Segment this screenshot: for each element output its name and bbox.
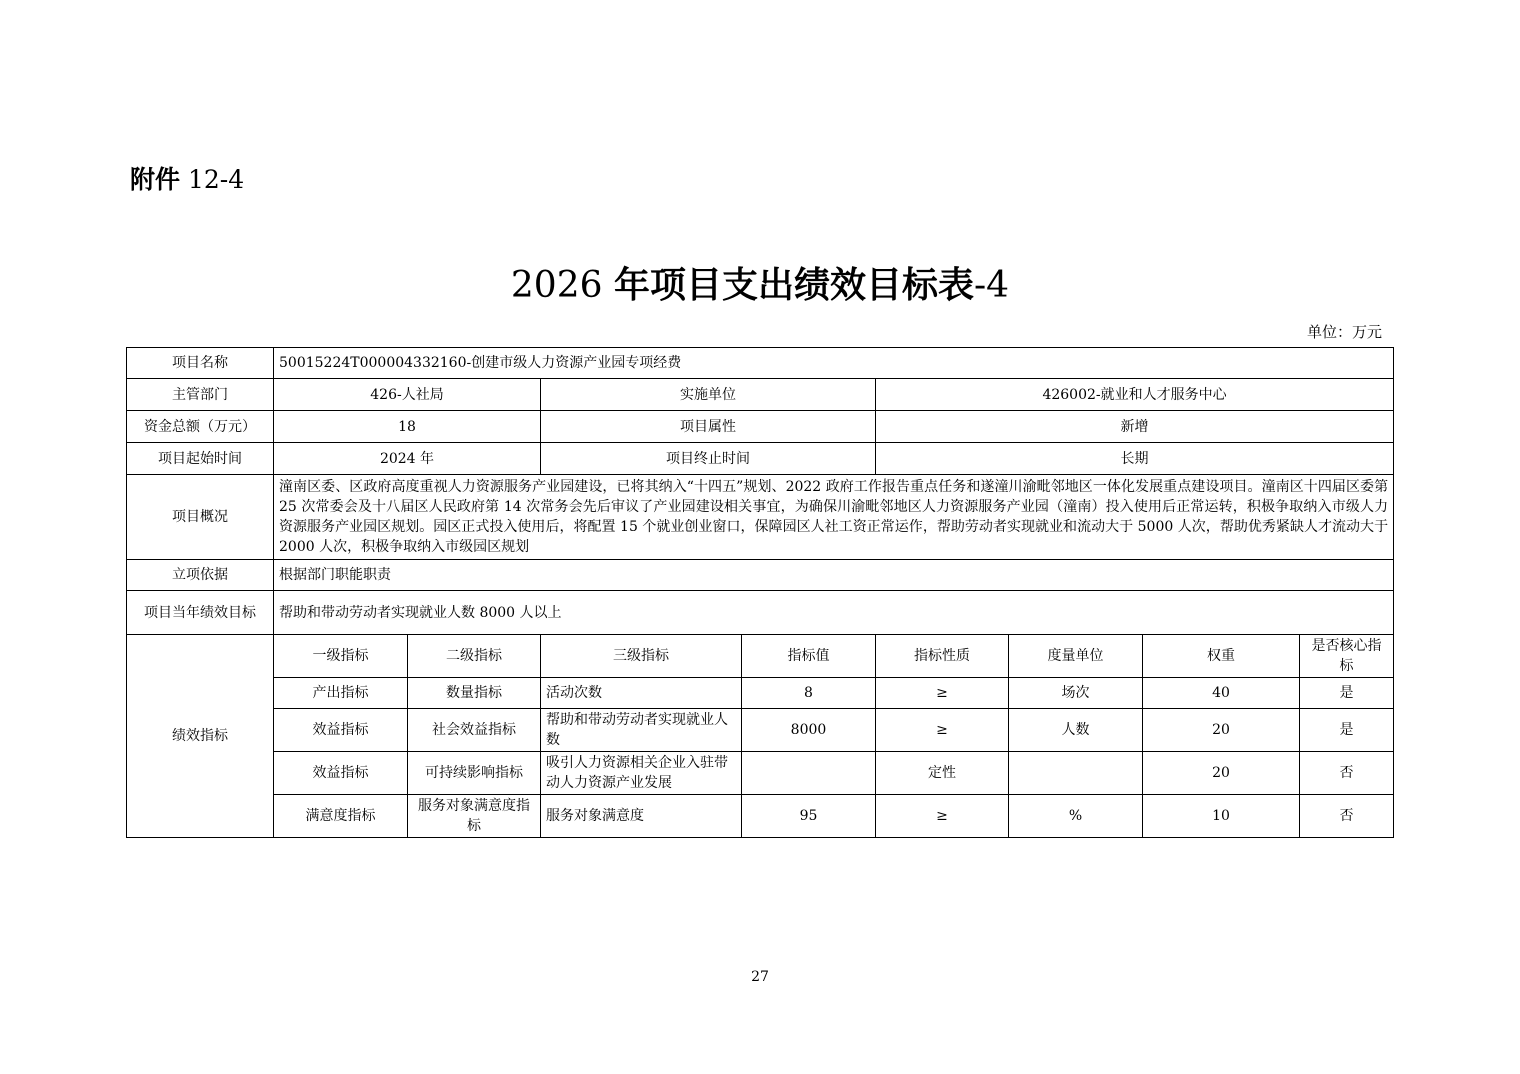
attachment-text: 附件 <box>130 165 181 194</box>
cell-unit <box>1009 752 1143 795</box>
cell-unit: 人数 <box>1009 709 1143 752</box>
table-row <box>127 709 1394 752</box>
goal-value: 帮助和带动劳动者实现就业人数 8000 人以上 <box>274 591 1394 635</box>
title-main: 年项目支出绩效目标表 <box>613 265 974 306</box>
cell-nature: 定性 <box>876 752 1009 795</box>
cell-core: 否 <box>1300 795 1394 838</box>
end-value: 长期 <box>876 443 1394 475</box>
header-core: 是否核心指标 <box>1300 635 1394 678</box>
attachment-label <box>130 163 244 197</box>
unit-label: 单位：万元 <box>1306 323 1382 341</box>
start-value: 2024 年 <box>274 443 541 475</box>
cell-level2: 可持续影响指标 <box>408 752 541 795</box>
cell-value: 8 <box>742 678 876 709</box>
indicators-label: 绩效指标 <box>127 635 274 838</box>
cell-nature: ≥ <box>876 709 1009 752</box>
end-label: 项目终止时间 <box>541 443 876 475</box>
cell-level1: 满意度指标 <box>274 795 408 838</box>
basis-value: 根据部门职能职责 <box>274 560 1394 591</box>
header-level3: 三级指标 <box>541 635 742 678</box>
cell-nature: ≥ <box>876 678 1009 709</box>
cell-nature: ≥ <box>876 795 1009 838</box>
cell-weight: 20 <box>1143 709 1300 752</box>
attachment-number: 12-4 <box>187 165 245 194</box>
cell-level3: 活动次数 <box>541 678 742 709</box>
cell-core: 否 <box>1300 752 1394 795</box>
fund-value: 18 <box>274 411 541 443</box>
table-row <box>127 795 1394 838</box>
header-unit: 度量单位 <box>1009 635 1143 678</box>
cell-weight: 40 <box>1143 678 1300 709</box>
start-label: 项目起始时间 <box>127 443 274 475</box>
cell-value <box>742 752 876 795</box>
impl-value: 426002-就业和人才服务中心 <box>876 379 1394 411</box>
project-name-label: 项目名称 <box>127 348 274 379</box>
cell-level2: 服务对象满意度指标 <box>408 795 541 838</box>
cell-level1: 产出指标 <box>274 678 408 709</box>
cell-level1: 效益指标 <box>274 709 408 752</box>
attr-label: 项目属性 <box>541 411 876 443</box>
cell-weight: 20 <box>1143 752 1300 795</box>
cell-level3: 吸引人力资源相关企业入驻带动人力资源产业发展 <box>541 752 742 795</box>
cell-core: 是 <box>1300 709 1394 752</box>
attr-value: 新增 <box>876 411 1394 443</box>
indicator-header-row <box>127 635 1394 678</box>
page-title <box>0 262 1520 310</box>
goal-label: 项目当年绩效目标 <box>127 591 274 635</box>
title-suffix: -4 <box>974 265 1010 306</box>
header-value: 指标值 <box>742 635 876 678</box>
cell-value: 8000 <box>742 709 876 752</box>
cell-unit: % <box>1009 795 1143 838</box>
header-weight: 权重 <box>1143 635 1300 678</box>
header-nature: 指标性质 <box>876 635 1009 678</box>
cell-core: 是 <box>1300 678 1394 709</box>
header-level2: 二级指标 <box>408 635 541 678</box>
table-row <box>127 678 1394 709</box>
cell-level1: 效益指标 <box>274 752 408 795</box>
dept-label: 主管部门 <box>127 379 274 411</box>
cell-level2: 社会效益指标 <box>408 709 541 752</box>
page-number: 27 <box>751 969 769 985</box>
cell-level3: 帮助和带动劳动者实现就业人数 <box>541 709 742 752</box>
cell-unit: 场次 <box>1009 678 1143 709</box>
impl-label: 实施单位 <box>541 379 876 411</box>
fund-label: 资金总额（万元） <box>127 411 274 443</box>
cell-level3: 服务对象满意度 <box>541 795 742 838</box>
performance-table <box>126 347 1394 838</box>
table-row <box>127 752 1394 795</box>
title-year: 2026 <box>510 265 603 306</box>
overview-label: 项目概况 <box>127 475 274 560</box>
basis-label: 立项依据 <box>127 560 274 591</box>
dept-value: 426-人社局 <box>274 379 541 411</box>
project-name-value: 50015224T000004332160-创建市级人力资源产业园专项经费 <box>274 348 1394 379</box>
cell-weight: 10 <box>1143 795 1300 838</box>
cell-value: 95 <box>742 795 876 838</box>
overview-value: 潼南区委、区政府高度重视人力资源服务产业园建设，已将其纳入“十四五”规划、2022 政府工作报告重点任务和遂潼川渝毗邻地区一体化发展重点建设项目。潼南区十四届区委第 25 次常委会及十八届区人民政府第 14 次常务会先后审议了产业园建设相关事宜，为确保川渝毗邻地区人力资源服务产业园（潼南）投入使用后正常运转，积极争取纳入市级人力资源服务产业园区规划。园区正式投入使用后，将配置 15 个就业创业窗口，保障园区人社工资正常运作，帮助劳动者实现就业和流动大于 5000 人次，帮助优秀紧缺人才流动大于 2000 人次，积极争取纳入市级园区规划 <box>274 475 1394 560</box>
header-level1: 一级指标 <box>274 635 408 678</box>
cell-level2: 数量指标 <box>408 678 541 709</box>
